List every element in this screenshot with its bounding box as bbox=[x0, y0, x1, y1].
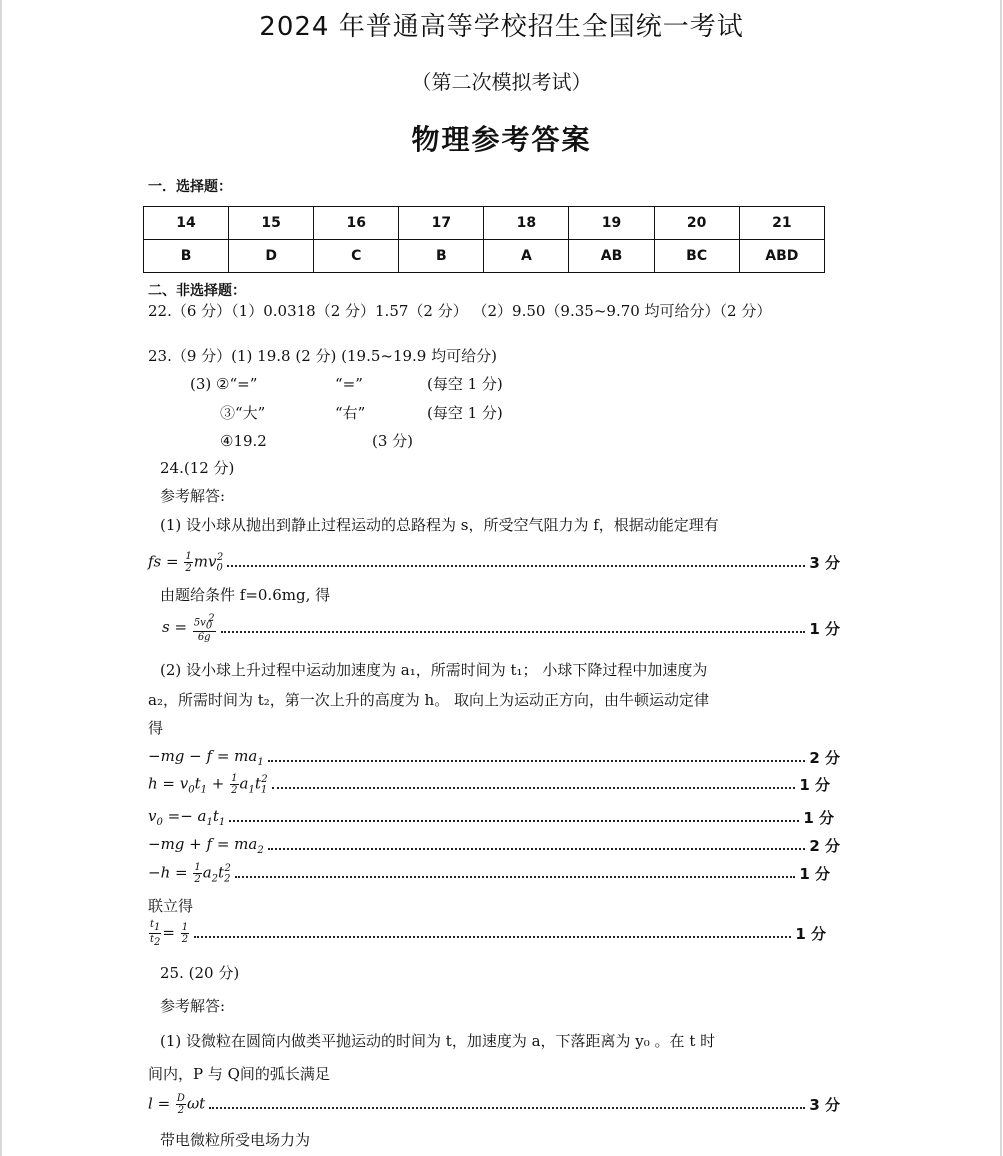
score-points: 1 分 bbox=[795, 924, 826, 943]
q23-line-3-b: “右” bbox=[335, 404, 366, 422]
q24-equation-6 bbox=[148, 834, 840, 856]
dot-leader bbox=[272, 779, 796, 789]
q24-equation-8 bbox=[148, 918, 826, 948]
q23-line-2-b: “=” bbox=[335, 375, 363, 393]
score-points: 2 分 bbox=[809, 748, 840, 767]
score-points: 1 分 bbox=[803, 808, 834, 827]
q24-reference-label: 参考解答: bbox=[160, 487, 226, 505]
q24-part2-text-c: 得 bbox=[148, 719, 164, 737]
q22-answer: 22.（6 分）（1）0.0318（2 分）1.57（2 分） （2）9.50（9.35~9.70 均可给分）（2 分） bbox=[148, 302, 772, 320]
fraction: $\frac{5v_0^2}{6g}$ bbox=[193, 612, 215, 644]
table-cell: B bbox=[399, 240, 484, 273]
q24-equation-3 bbox=[148, 746, 840, 768]
q25-reference-label: 参考解答: bbox=[160, 997, 226, 1015]
score-points: 1 分 bbox=[809, 619, 840, 638]
table-cell: 15 bbox=[229, 207, 314, 240]
q24-condition-text: 由题给条件 f=0.6mg, 得 bbox=[160, 586, 331, 604]
answer-table bbox=[143, 206, 825, 273]
table-cell: 17 bbox=[399, 207, 484, 240]
score-points: 1 分 bbox=[799, 864, 830, 883]
q23-line-3-a: ③“大” bbox=[220, 404, 266, 422]
equation-expression: l = $\frac{D}{2}$ ωt bbox=[148, 1092, 206, 1116]
equation-expression: $v_0 =- a_1t_1$ bbox=[148, 806, 226, 828]
fraction: $\frac{D}{2}$ bbox=[176, 1092, 185, 1116]
table-cell: D bbox=[229, 240, 314, 273]
q24-part2-text-a: (2) 设小球上升过程中运动加速度为 a₁，所需时间为 t₁； 小球下降过程中加速度为 bbox=[160, 661, 708, 679]
q25-title: 25. (20 分) bbox=[160, 964, 240, 982]
table-cell: 19 bbox=[569, 207, 654, 240]
equation-expression: fs = $\frac{1}{2}$ $mv_0^2$ bbox=[148, 550, 224, 574]
q23-line-4-b: (3 分) bbox=[372, 432, 414, 450]
q24-equation-2 bbox=[162, 612, 840, 644]
dot-leader bbox=[227, 557, 805, 567]
q25-part1-text-a: (1) 设微粒在圆筒内做类平抛运动的时间为 t，加速度为 a，下落距离为 y₀ 。在 t 时 bbox=[160, 1032, 716, 1050]
document-heading: 物理参考答案 bbox=[411, 123, 592, 156]
q25-equation-1 bbox=[148, 1093, 840, 1115]
answer-row bbox=[144, 240, 825, 273]
page-border-right bbox=[1000, 0, 1002, 1156]
fraction: $\frac{1}{2}$ bbox=[231, 772, 238, 796]
table-cell: BC bbox=[654, 240, 739, 273]
q24-equation-7 bbox=[148, 862, 830, 884]
score-points: 2 分 bbox=[809, 836, 840, 855]
q24-equation-4 bbox=[148, 773, 830, 795]
section-multiple-choice-label: 一．选择题： bbox=[148, 179, 232, 195]
table-cell: 21 bbox=[739, 207, 824, 240]
score-points: 1 分 bbox=[799, 775, 830, 794]
dot-leader bbox=[194, 928, 791, 938]
dot-leader bbox=[235, 868, 796, 878]
q23-line-3-c: (每空 1 分) bbox=[427, 404, 503, 422]
q24-equation-5 bbox=[148, 806, 834, 828]
table-cell: 18 bbox=[484, 207, 569, 240]
fraction: $\frac{1}{2}$ bbox=[181, 921, 189, 945]
q23-line-4-a: ④19.2 bbox=[220, 432, 267, 450]
equation-expression: s = $\frac{5v_0^2}{6g}$ bbox=[162, 612, 215, 644]
equation-expression: $-mg - f = ma_1$ bbox=[148, 746, 264, 768]
dot-leader bbox=[268, 840, 806, 850]
table-cell: A bbox=[484, 240, 569, 273]
q24-equation-1 bbox=[148, 551, 840, 573]
table-cell: C bbox=[314, 240, 399, 273]
q23-line-2-c: (每空 1 分) bbox=[427, 375, 503, 393]
exam-subtitle: （第二次模拟考试） bbox=[411, 70, 592, 94]
fraction: $\frac{1}{2}$ bbox=[194, 861, 201, 885]
dot-leader bbox=[268, 752, 806, 762]
q24-part1-text: (1) 设小球从抛出到静止过程运动的总路程为 s，所受空气阻力为 f，根据动能定理有 bbox=[160, 516, 719, 534]
fraction: $\frac{1}{2}$ bbox=[185, 550, 192, 574]
q24-part2-text-b: a₂，所需时间为 t₂，第一次上升的高度为 h。 取向上为运动正方向，由牛顿运动定律 bbox=[148, 691, 709, 709]
q25-part1-text-b: 间内，P 与 Q间的弧长满足 bbox=[148, 1065, 330, 1083]
exam-title: 2024 年普通高等学校招生全国统一考试 bbox=[259, 12, 744, 42]
table-cell: 16 bbox=[314, 207, 399, 240]
dot-leader bbox=[221, 623, 806, 633]
score-points: 3 分 bbox=[809, 553, 840, 572]
page-border-left bbox=[0, 0, 2, 1156]
equation-expression: −h = $\frac{1}{2}$ $a_2t_2^2$ bbox=[148, 861, 231, 885]
dot-leader bbox=[229, 812, 799, 822]
equation-expression: $\frac{t_1}{t_2}$ = $\frac{1}{2}$ bbox=[150, 918, 189, 948]
q23-line-2-a: (3) ②“=” bbox=[190, 375, 258, 393]
section-free-response-label: 二、非选择题： bbox=[148, 283, 246, 299]
table-cell: ABD bbox=[739, 240, 824, 273]
fraction: $\frac{t_1}{t_2}$ bbox=[150, 918, 161, 948]
question-number-row bbox=[144, 207, 825, 240]
table-cell: AB bbox=[569, 240, 654, 273]
equation-expression: $-mg + f = ma_2$ bbox=[148, 834, 264, 856]
q24-title: 24.(12 分) bbox=[160, 459, 235, 477]
table-cell: 14 bbox=[144, 207, 229, 240]
table-cell: 20 bbox=[654, 207, 739, 240]
dot-leader bbox=[209, 1099, 805, 1109]
equation-expression: $h = v_0t_1$ + $\frac{1}{2}$ $a_1t_1^2$ bbox=[148, 772, 268, 796]
q25-part2-text: 带电微粒所受电场力为 bbox=[160, 1131, 311, 1149]
q23-line-1: 23.（9 分）(1) 19.8 (2 分) (19.5~19.9 均可给分) bbox=[148, 347, 497, 365]
score-points: 3 分 bbox=[809, 1095, 840, 1114]
q24-combine-text: 联立得 bbox=[148, 897, 194, 915]
table-cell: B bbox=[144, 240, 229, 273]
